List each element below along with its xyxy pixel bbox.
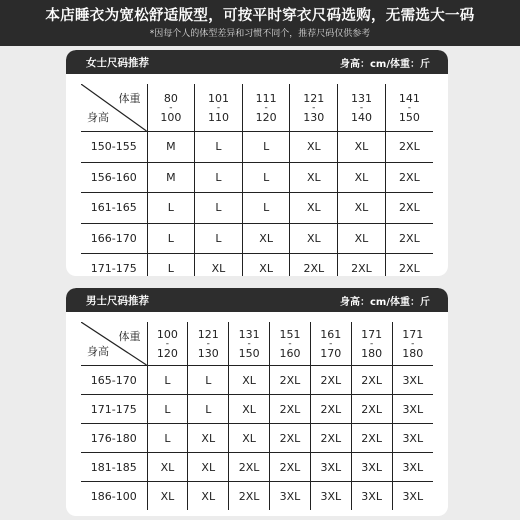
weight-range-header <box>188 322 229 366</box>
size-cell: L <box>188 366 229 395</box>
weight-range-to: 130 <box>303 110 325 124</box>
height-range-cell: 171-175 <box>81 395 147 424</box>
weight-range-from: 171 <box>361 327 383 341</box>
corner-height-label: 身高 <box>87 111 109 124</box>
height-range-cell: 156-160 <box>81 162 147 193</box>
weight-range-to: 120 <box>156 346 178 360</box>
size-cell: 2XL <box>385 193 433 224</box>
corner-weight-label: 体重 <box>118 92 141 105</box>
table-row <box>81 424 433 453</box>
weight-range-to: 120 <box>255 110 277 124</box>
size-cell: XL <box>290 132 338 163</box>
weight-range-from: 121 <box>197 327 219 341</box>
weight-range-to: 180 <box>361 346 383 360</box>
size-cell: 2XL <box>229 482 270 511</box>
size-cell: XL <box>290 223 338 254</box>
table-row <box>81 453 433 482</box>
height-range-cell: 161-165 <box>81 193 147 224</box>
size-cell: 2XL <box>399 262 420 276</box>
weight-range-header <box>147 322 188 366</box>
size-cell: L <box>195 162 243 193</box>
weight-range-to: 110 <box>207 110 229 124</box>
size-cell: L <box>242 132 290 163</box>
height-range-cell: 165-170 <box>81 366 147 395</box>
size-cell: XL <box>229 395 270 424</box>
size-cell: 2XL <box>351 395 392 424</box>
size-cell: 2XL <box>270 453 311 482</box>
size-cell: 2XL <box>385 162 433 193</box>
weight-range-header <box>392 322 433 366</box>
corner-height-label: 身高 <box>87 345 109 358</box>
size-cell: XL <box>290 193 338 224</box>
weight-range-from: 131 <box>238 327 260 341</box>
size-cell: L <box>147 366 188 395</box>
height-range-cell: 186-100 <box>81 482 147 511</box>
table-corner-cell <box>81 84 147 132</box>
weight-range-header <box>385 84 433 132</box>
size-cell: L <box>147 223 195 254</box>
banner-subtitle: *因每个人的体型差异和习惯不同个，推荐尺码仅供参考 <box>149 29 371 39</box>
men-card-unit: 身高：cm/体重：斤 <box>340 297 430 308</box>
table-row <box>81 193 433 224</box>
size-cell: L <box>147 254 195 277</box>
height-range-cell: 181-185 <box>81 453 147 482</box>
size-cell: 3XL <box>351 453 392 482</box>
table-row <box>81 254 433 277</box>
top-banner <box>0 0 520 46</box>
size-cell: XL <box>188 424 229 453</box>
weight-range-to: 170 <box>320 346 342 360</box>
size-cell: XL <box>242 223 290 254</box>
size-cell: 2XL <box>270 366 311 395</box>
size-cell: XL <box>229 366 270 395</box>
size-cell: XL <box>338 162 386 193</box>
table-row <box>81 223 433 254</box>
size-cell: L <box>195 223 243 254</box>
range-dash: - <box>169 102 173 113</box>
size-cell: 3XL <box>270 482 311 511</box>
weight-range-header <box>270 322 311 366</box>
weight-range-from: 121 <box>303 91 325 105</box>
range-dash: - <box>370 338 374 349</box>
range-dash: - <box>247 338 251 349</box>
weight-range-from: 141 <box>398 91 420 105</box>
size-cell: L <box>147 424 188 453</box>
size-cell: 2XL <box>270 424 311 453</box>
men-table-body <box>81 366 433 511</box>
size-cell: XL <box>290 162 338 193</box>
size-cell: L <box>242 162 290 193</box>
weight-range-from: 151 <box>279 327 301 341</box>
range-dash: - <box>206 338 210 349</box>
weight-range-from: 131 <box>350 91 372 105</box>
table-row <box>81 132 433 163</box>
size-cell: 3XL <box>392 424 433 453</box>
size-cell: 3XL <box>392 395 433 424</box>
weight-range-header <box>310 322 351 366</box>
size-cell: 2XL <box>229 453 270 482</box>
women-table-body <box>81 132 433 277</box>
size-cell: 2XL <box>310 395 351 424</box>
weight-range-to: 100 <box>160 110 182 124</box>
size-cell: 2XL <box>351 424 392 453</box>
table-row <box>81 366 433 395</box>
table-header-row <box>81 322 433 366</box>
men-size-table <box>81 322 433 510</box>
men-size-card <box>66 288 448 516</box>
weight-range-from: 161 <box>320 327 342 341</box>
range-dash: - <box>359 102 364 113</box>
size-cell: 3XL <box>351 482 392 511</box>
men-card-title: 男士尺码推荐 <box>86 295 149 307</box>
height-range-cell: 166-170 <box>81 223 147 254</box>
women-card-header <box>66 50 448 74</box>
size-cell: XL <box>338 223 386 254</box>
table-header-row <box>81 84 433 132</box>
size-cell: XL <box>188 482 229 511</box>
corner-weight-label: 体重 <box>118 330 141 343</box>
weight-range-header <box>147 84 195 132</box>
weight-range-to: 160 <box>279 346 301 360</box>
weight-range-to: 180 <box>402 346 424 360</box>
size-cell: XL <box>229 424 270 453</box>
range-dash: - <box>165 338 170 349</box>
size-cell: 2XL <box>270 395 311 424</box>
size-cell: 2XL <box>290 254 338 277</box>
size-cell: L <box>195 193 243 224</box>
size-cell: 2XL <box>351 366 392 395</box>
weight-range-to: 130 <box>197 346 219 360</box>
table-row <box>81 162 433 193</box>
height-range-cell: 171-175 <box>81 254 147 277</box>
size-cell: L <box>147 193 195 224</box>
women-card-title: 女士尺码推荐 <box>86 57 149 69</box>
size-cell: 2XL <box>385 132 433 163</box>
weight-range-to: 140 <box>350 110 372 124</box>
weight-range-from: 100 <box>156 327 178 341</box>
women-size-table <box>81 84 433 276</box>
size-cell: 3XL <box>402 489 424 503</box>
table-row <box>81 482 433 511</box>
size-cell: 3XL <box>392 366 433 395</box>
weight-range-header <box>195 84 243 132</box>
size-cell: XL <box>338 193 386 224</box>
size-cell: XL <box>242 254 290 277</box>
size-cell: 3XL <box>310 453 351 482</box>
weight-range-from: 80 <box>163 91 178 105</box>
weight-range-header <box>338 84 386 132</box>
weight-range-from: 171 <box>402 327 424 341</box>
size-cell: XL <box>338 132 386 163</box>
height-range-cell: 176-180 <box>81 424 147 453</box>
range-dash: - <box>329 338 333 349</box>
table-row <box>81 395 433 424</box>
size-cell: 2XL <box>310 366 351 395</box>
range-dash: - <box>288 338 292 349</box>
range-dash: - <box>411 338 415 349</box>
range-dash: - <box>312 102 316 113</box>
weight-range-header <box>242 84 290 132</box>
men-card-header <box>66 288 448 312</box>
size-cell: 2XL <box>385 223 433 254</box>
size-cell: XL <box>195 254 243 277</box>
size-cell: M <box>147 132 195 163</box>
table-corner-cell <box>81 322 147 366</box>
height-range-cell: 150-155 <box>81 132 147 163</box>
range-dash: - <box>407 102 412 113</box>
size-cell: L <box>147 395 188 424</box>
size-cell: 2XL <box>338 254 386 277</box>
size-cell: L <box>242 193 290 224</box>
weight-range-header <box>229 322 270 366</box>
size-cell: 2XL <box>310 424 351 453</box>
size-cell: XL <box>147 453 188 482</box>
women-card-unit: 身高：cm/体重：斤 <box>340 59 430 70</box>
size-cell: M <box>147 162 195 193</box>
range-dash: - <box>264 102 268 113</box>
banner-title: 本店睡衣为宽松舒适版型，可按平时穿衣尺码选购，无需选大一码 <box>45 8 475 24</box>
range-dash: - <box>216 102 221 113</box>
weight-range-from: 101 <box>207 91 229 105</box>
size-cell: XL <box>188 453 229 482</box>
weight-range-to: 150 <box>398 110 420 124</box>
weight-range-header <box>290 84 338 132</box>
size-cell: 3XL <box>310 482 351 511</box>
weight-range-header <box>351 322 392 366</box>
size-cell: L <box>188 395 229 424</box>
weight-range-from: 111 <box>255 91 277 105</box>
women-size-card <box>66 50 448 276</box>
size-cell: L <box>195 132 243 163</box>
weight-range-to: 150 <box>238 346 260 360</box>
size-cell: 3XL <box>392 453 433 482</box>
size-cell: XL <box>147 482 188 511</box>
